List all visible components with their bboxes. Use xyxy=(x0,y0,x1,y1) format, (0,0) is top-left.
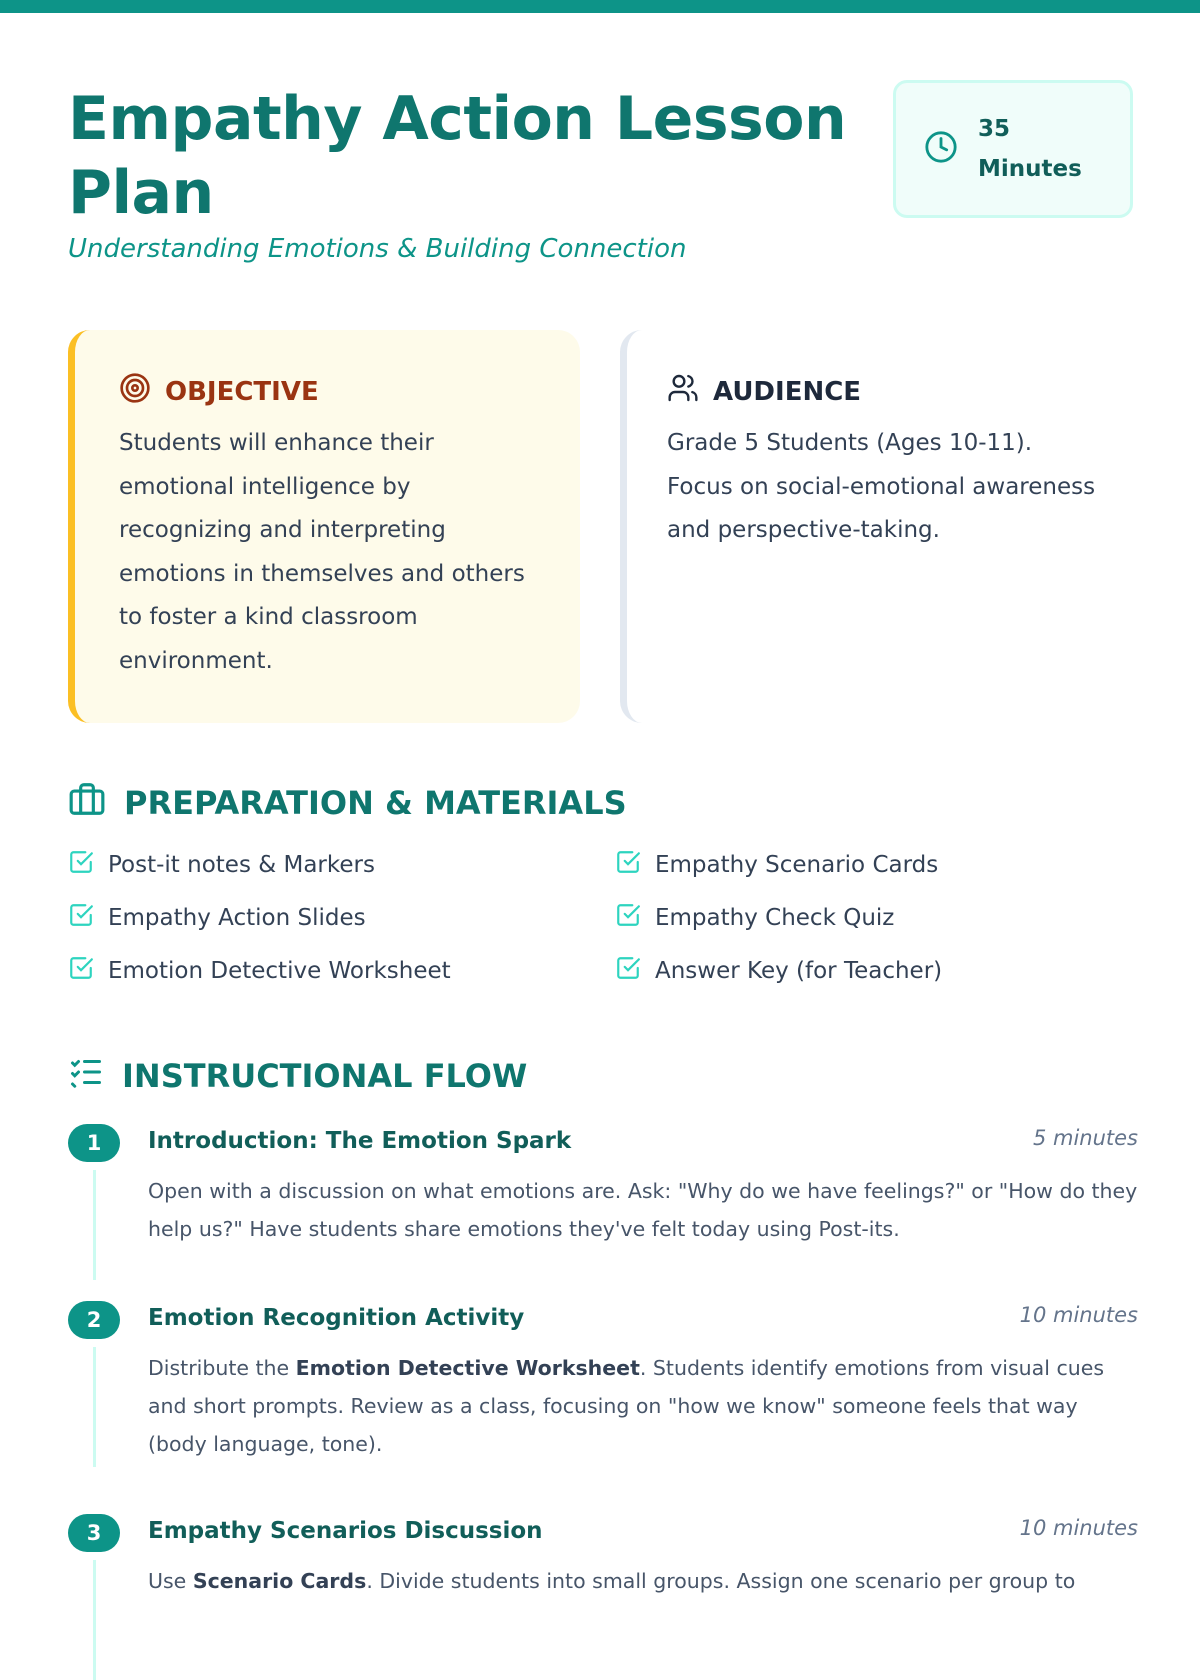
audience-heading: AUDIENCE xyxy=(713,376,862,407)
flow-section-heading xyxy=(68,1054,527,1098)
material-item xyxy=(615,850,1115,880)
audience-card xyxy=(620,330,1140,723)
material-item xyxy=(615,956,1115,986)
step-number-badge: 2 xyxy=(68,1301,120,1339)
step-title: Introduction: The Emotion Spark xyxy=(148,1128,572,1154)
objective-text: Students will enhance their emotional intelligence by recognizing and interpreting emotions in themselves and others to foster a kind classroom environment. xyxy=(119,430,525,674)
clock-icon xyxy=(924,130,958,168)
materials-list xyxy=(68,850,1118,986)
material-label: Empathy Check Quiz xyxy=(655,905,895,931)
check-square-icon xyxy=(615,902,641,934)
duration-badge xyxy=(893,80,1133,218)
duration-value: 35 xyxy=(978,116,1011,142)
check-square-icon xyxy=(615,849,641,881)
step-description: Distribute the Emotion Detective Worksheet. Students identify emotions from visual cues and short prompts. Review as a class, focusing on "how we know" someone feels that way (body language, tone). xyxy=(148,1356,1104,1456)
check-square-icon xyxy=(68,849,94,881)
timeline-line xyxy=(93,1170,96,1280)
step-description: Open with a discussion on what emotions are. Ask: "Why do we have feelings?" or "How do they help us?" Have students share emotions they've felt today using Post-its. xyxy=(148,1179,1138,1241)
material-label: Empathy Action Slides xyxy=(108,905,366,931)
audience-text: Grade 5 Students (Ages 10-11). Focus on social-emotional awareness and perspective-taking. xyxy=(667,430,1096,543)
step-title: Emotion Recognition Activity xyxy=(148,1305,525,1331)
briefcase-icon xyxy=(68,780,106,826)
step-duration: 5 minutes xyxy=(1032,1126,1138,1150)
step-title: Empathy Scenarios Discussion xyxy=(148,1518,543,1544)
users-icon xyxy=(667,372,699,411)
step-number-badge: 1 xyxy=(68,1124,120,1162)
timeline-line xyxy=(93,1347,96,1467)
target-icon xyxy=(119,372,151,411)
check-square-icon xyxy=(68,902,94,934)
step-duration: 10 minutes xyxy=(1019,1516,1138,1540)
list-checks-icon xyxy=(68,1054,104,1098)
page-title: Empathy Action Lesson Plan xyxy=(68,84,847,228)
duration-unit: Minutes xyxy=(978,156,1082,182)
step-description: Use Scenario Cards. Divide students into small groups. Assign one scenario per group to xyxy=(148,1569,1076,1593)
objective-card xyxy=(68,330,580,723)
materials-heading-text: PREPARATION & MATERIALS xyxy=(124,784,627,822)
material-label: Emotion Detective Worksheet xyxy=(108,958,451,984)
top-accent-bar xyxy=(0,0,1200,13)
page-subtitle: Understanding Emotions & Building Connection xyxy=(68,234,687,264)
material-label: Empathy Scenario Cards xyxy=(655,852,939,878)
check-square-icon xyxy=(68,955,94,987)
material-item xyxy=(68,903,615,933)
material-item xyxy=(615,903,1115,933)
step-number-badge: 3 xyxy=(68,1514,120,1552)
check-square-icon xyxy=(615,955,641,987)
flow-heading-text: INSTRUCTIONAL FLOW xyxy=(122,1057,528,1095)
material-label: Post-it notes & Markers xyxy=(108,852,375,878)
objective-heading: OBJECTIVE xyxy=(165,376,319,407)
material-item xyxy=(68,850,615,880)
materials-section-heading xyxy=(68,780,627,826)
timeline-line xyxy=(93,1560,96,1680)
step-duration: 10 minutes xyxy=(1019,1303,1138,1327)
material-label: Answer Key (for Teacher) xyxy=(655,958,943,984)
material-item xyxy=(68,956,615,986)
